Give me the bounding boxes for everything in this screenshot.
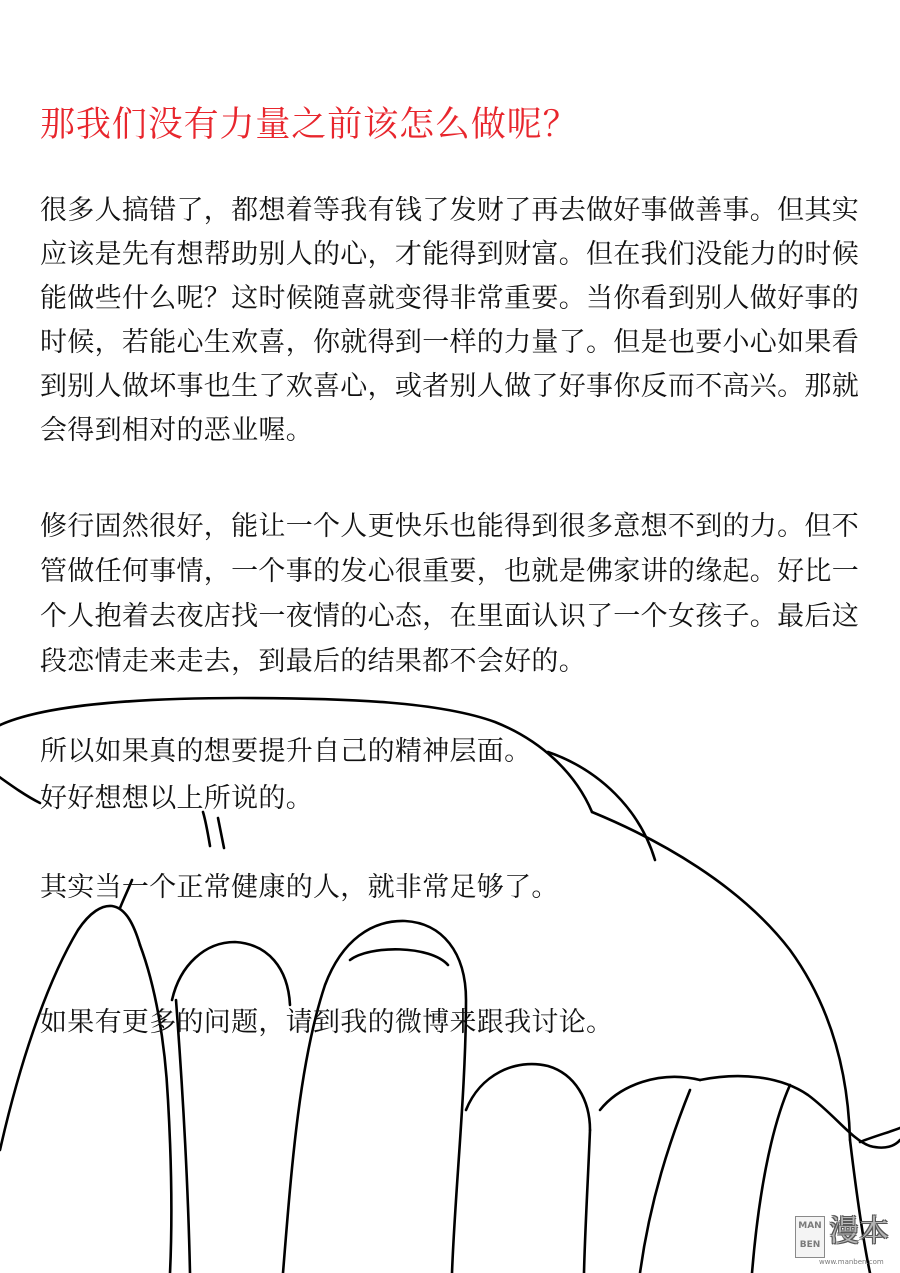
watermark-badge (795, 1216, 825, 1258)
paragraph-5 (40, 1001, 870, 1045)
finger-middle (283, 921, 466, 1273)
paragraph-3 (40, 728, 870, 822)
page-title: 那我们没有力量之前该怎么做呢？ (40, 105, 579, 145)
text-line: 段恋情走来走去，到最后的结果都不会好的。 (40, 646, 586, 677)
watermark-url: www.manben.com (819, 1258, 884, 1266)
finger-fourth-tip (466, 1064, 590, 1130)
text-line: 好好想想以上所说的。 (40, 783, 313, 814)
watermark-badge-bottom: BEN (799, 1240, 821, 1250)
paragraph-1 (40, 189, 870, 453)
text-line: 如果有更多的问题，请到我的微博来跟我讨论。 (40, 1007, 614, 1038)
text-line: 到别人做坏事也生了欢喜心，或者别人做了好事你反而不高兴。那就 (40, 371, 859, 402)
finger-right-edge (860, 1128, 900, 1142)
hand-left-edge (0, 776, 40, 803)
hand-right-outline (592, 812, 850, 1140)
finger-right-tip (700, 1076, 900, 1148)
hand-fold-2 (218, 818, 224, 848)
text-line: 时候，若能心生欢喜，你就得到一样的力量了。但是也要小心如果看 (40, 327, 859, 358)
text-line: 应该是先有想帮助别人的心，才能得到财富。但在我们没能力的时候 (40, 239, 859, 270)
text-line: 很多人搞错了，都想着等我有钱了发财了再去做好事做善事。但其实 (40, 195, 859, 226)
finger-fourth-side (584, 1130, 590, 1273)
text-line: 所以如果真的想要提升自己的精神层面。 (40, 736, 532, 767)
paragraph-2 (40, 504, 870, 684)
finger-second-tip (172, 942, 290, 1005)
watermark-logo: 漫本 (829, 1214, 889, 1249)
paragraph-4 (40, 866, 870, 910)
watermark-badge-top: MAN (798, 1221, 822, 1231)
text-line: 能做些什么呢？这时候随喜就变得非常重要。当你看到别人做好事的 (40, 283, 859, 314)
text-line: 其实当一个正常健康的人，就非常足够了。 (40, 872, 559, 903)
finger-middle-nail (350, 949, 448, 965)
finger-fifth-side (640, 1090, 690, 1273)
finger-right-side-1 (752, 1085, 790, 1273)
text-line: 个人抱着去夜店找一夜情的心态，在里面认识了一个女孩子。最后这 (40, 601, 859, 632)
text-line: 会得到相对的恶业喔。 (40, 415, 313, 446)
text-line: 修行固然很好，能让一个人更快乐也能得到很多意想不到的力。但不 (40, 511, 859, 542)
site-watermark (793, 1210, 897, 1270)
text-line: 管做任何事情，一个事的发心很重要，也就是佛家讲的缘起。好比一 (40, 556, 859, 587)
finger-left-inner (140, 945, 171, 1273)
